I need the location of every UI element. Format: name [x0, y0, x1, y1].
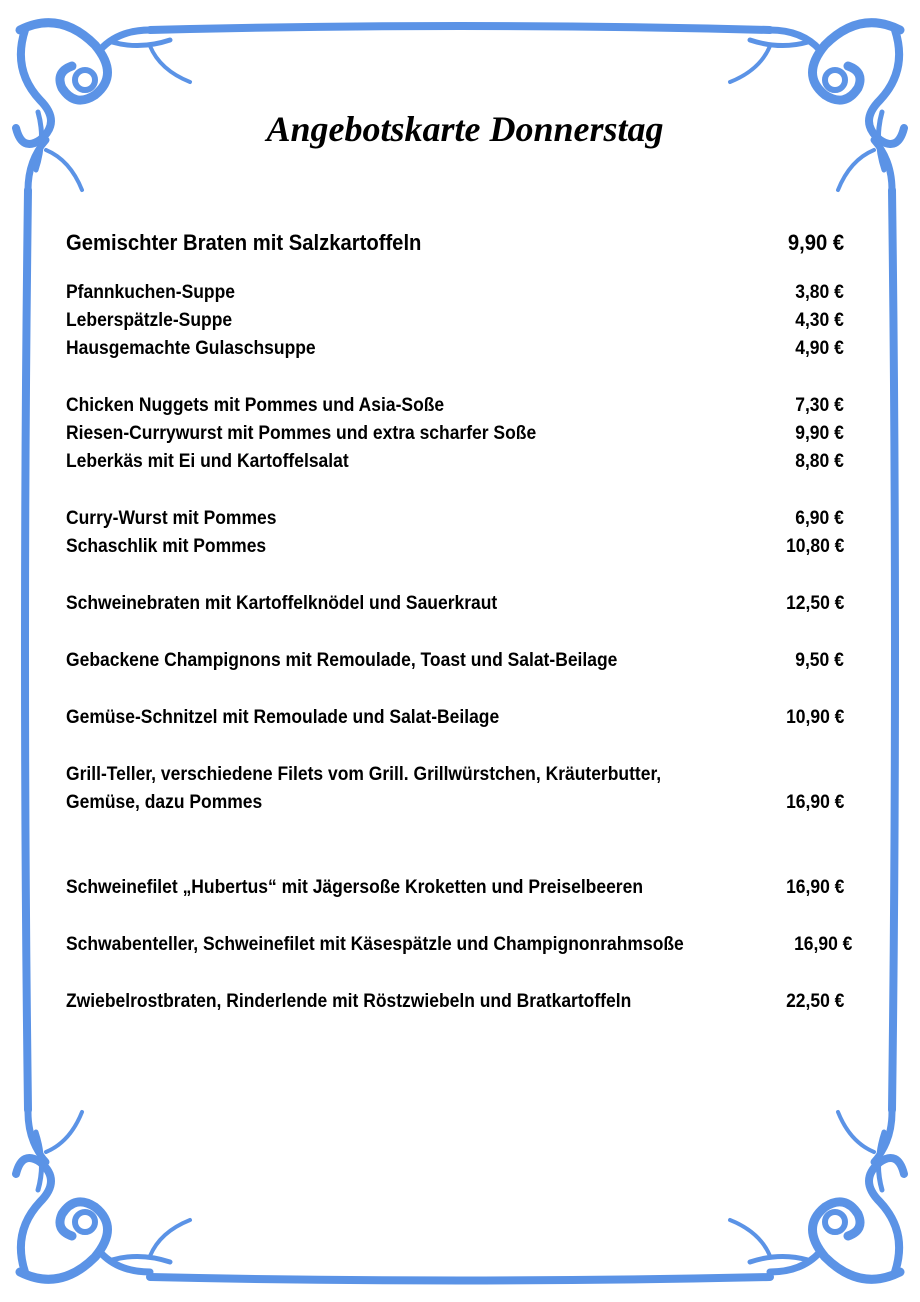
- menu-item-price: 10,90 €: [785, 707, 844, 728]
- menu-item-price: 16,90 €: [785, 792, 844, 813]
- menu-item-price: 4,90 €: [795, 338, 844, 359]
- menu-item-name: Riesen-Currywurst mit Pommes und extra scharfer Soße: [66, 423, 537, 444]
- menu-item-price: 10,80 €: [785, 536, 844, 557]
- menu-item-name: Chicken Nuggets mit Pommes und Asia-Soße: [66, 395, 445, 416]
- menu-item-name: Curry-Wurst mit Pommes: [66, 508, 277, 529]
- page-title: Angebotskarte Donnerstag: [266, 109, 664, 149]
- menu-item-name: Leberkäs mit Ei und Kartoffelsalat: [66, 451, 349, 472]
- menu-item-name: Gemischter Braten mit Salzkartoffeln: [66, 230, 422, 255]
- menu-item-name: Schweinebraten mit Kartoffelknödel und Sauerkraut: [66, 593, 498, 614]
- menu-item-name: Grill-Teller, verschiedene Filets vom Grill. Grillwürstchen, Kräuterbutter,: [66, 764, 662, 785]
- menu-item-name: Gebackene Champignons mit Remoulade, Toast und Salat-Beilage: [66, 650, 618, 671]
- menu-item-price: 12,50 €: [785, 593, 844, 614]
- menu-item-name: Leberspätzle-Suppe: [66, 310, 233, 331]
- menu-item-price: 6,90 €: [795, 508, 844, 529]
- menu-item-price: 9,90 €: [795, 423, 844, 444]
- menu-item-name: Schweinefilet „Hubertus“ mit Jägersoße Kroketten und Preiselbeeren: [66, 877, 643, 898]
- menu-item-name: Zwiebelrostbraten, Rinderlende mit Röstzwiebeln und Bratkartoffeln: [66, 991, 632, 1012]
- menu-item-name: Schwabenteller, Schweinefilet mit Käsespätzle und Champignonrahmsoße: [66, 934, 684, 955]
- menu-item-price: 9,50 €: [795, 650, 844, 671]
- menu-item-price: 22,50 €: [785, 991, 844, 1012]
- menu-item-name: Gemüse-Schnitzel mit Remoulade und Salat-Beilage: [66, 707, 500, 728]
- menu-item-price: 3,80 €: [795, 282, 844, 303]
- menu-item-price: 16,90 €: [785, 877, 844, 898]
- menu-item-name: Pfannkuchen-Suppe: [66, 282, 235, 303]
- menu-item-price: 4,30 €: [795, 310, 844, 331]
- menu-item-price: 8,80 €: [795, 451, 844, 472]
- menu-item-name: Schaschlik mit Pommes: [66, 536, 267, 557]
- menu-item-price: 7,30 €: [795, 395, 844, 416]
- menu-item-name: Gemüse, dazu Pommes: [66, 792, 263, 813]
- menu-item-price: 9,90 €: [787, 230, 844, 255]
- menu-item-name: Hausgemachte Gulaschsuppe: [66, 338, 316, 359]
- menu-item-price: 16,90 €: [793, 934, 852, 955]
